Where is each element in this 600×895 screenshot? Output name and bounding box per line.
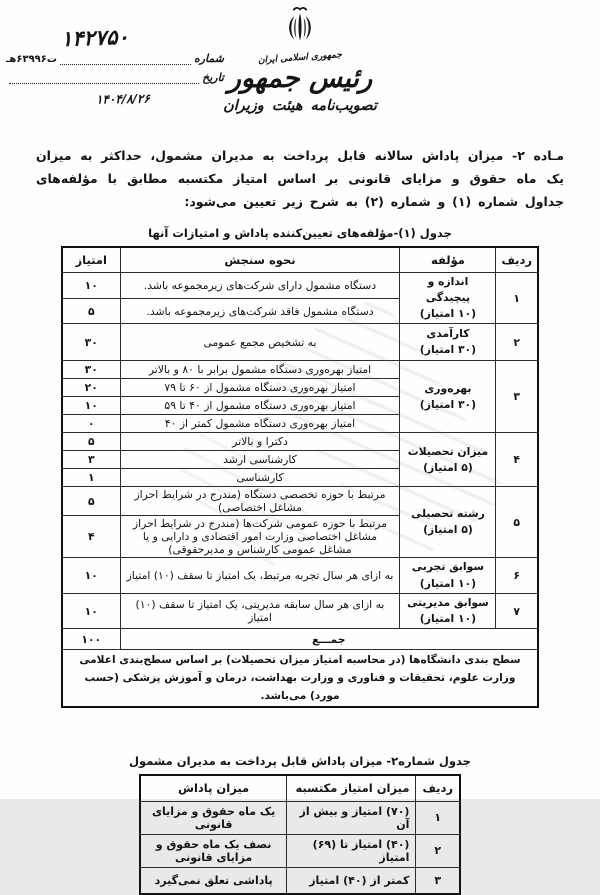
component-name: کارآمدی — [426, 327, 470, 341]
row3-score-3: ۱۰ — [62, 397, 120, 415]
row3-score-4: ۰ — [62, 415, 120, 433]
t2-row3-score: کمتر از (۴۰) امتیاز — [287, 867, 416, 894]
table-row — [62, 593, 538, 628]
table1-header-comp: مؤلفه — [400, 247, 496, 272]
table-row — [62, 324, 538, 361]
row7-method-1: به ازای هر سال سابقه مدیریتی، یک امتیاز تا سقف (۱۰) امتیاز — [120, 593, 400, 628]
row4-method-3: کارشناسی — [120, 469, 400, 487]
row4-method-2: کارشناسی ارشد — [120, 451, 400, 469]
row2-component — [400, 324, 496, 361]
t2-row3-reward: پاداشی تعلق نمی‌گیرد — [140, 867, 287, 894]
t2-row1-num: ۱ — [416, 801, 460, 834]
row7-component — [400, 593, 496, 628]
table1-header-row — [62, 247, 538, 272]
number-reference: ت۶۳۹۹۶هـ — [6, 54, 57, 65]
table1-title: جدول (۱)-مؤلفه‌های تعیین‌کننده پاداش و امتیازات آنها — [148, 226, 452, 241]
row1-score-2: ۵ — [62, 298, 120, 324]
table-row — [62, 487, 538, 516]
table2-header-reward: میزان پاداش — [140, 775, 287, 801]
component-name: اندازه و پیچیدگی — [425, 274, 470, 305]
row4-score-3: ۱ — [62, 469, 120, 487]
table2-rewards — [139, 774, 461, 895]
t2-row2-num: ۲ — [416, 834, 460, 867]
table-row — [62, 272, 538, 298]
component-cap: (۱۰ امتیاز) — [419, 307, 477, 321]
row2-num: ۲ — [496, 324, 538, 361]
row4-num: ۴ — [496, 433, 538, 487]
row6-score-1: ۱۰ — [62, 558, 120, 593]
row1-num: ۱ — [496, 272, 538, 324]
row7-score-1: ۱۰ — [62, 593, 120, 628]
row7-num: ۷ — [496, 593, 538, 628]
handwritten-date: ۱۴۰۴/۸/۲۶ — [95, 91, 151, 107]
table1-note-row — [62, 650, 538, 708]
date-label: تاریخ — [202, 71, 224, 84]
table2-header-num: ردیف — [416, 775, 460, 801]
country-name: جمهوری اسلامی ایران — [257, 50, 343, 66]
row1-method-1: دستگاه مشمول دارای شرکت‌های زیرمجموعه باشد. — [120, 272, 400, 298]
row2-method-1: به تشخیص مجمع عمومی — [120, 324, 400, 361]
component-cap: (۱۰ امتیاز) — [419, 576, 477, 590]
row3-method-2: امتیاز بهره‌وری دستگاه مشمول از ۶۰ تا ۷۹ — [120, 379, 400, 397]
letterhead — [0, 0, 600, 128]
table1-note: سطح بندی دانشگاه‌ها (در محاسبه امتیاز میزان تحصیلات) بر اساس سطح‌بندی اعلامی وزارت علوم، تحقیقات و فناوری و وزارت بهداشت، درمان و آموزش پزشکی (حسب مورد) می‌باشد. — [62, 650, 538, 708]
row5-method-1: مرتبط با حوزه تخصصی دستگاه (مندرج در شرایط احراز مشاغل اختصاصی) — [120, 487, 400, 516]
reference-block — [6, 24, 224, 107]
table2-header-score: میزان امتیاز مکتسبه — [287, 775, 416, 801]
total-label: جمـــع — [120, 629, 538, 650]
table1-total-row — [62, 629, 538, 650]
table1-header-method: نحوه سنجش — [120, 247, 400, 272]
row6-component — [400, 558, 496, 593]
table-row — [140, 834, 460, 867]
t2-row2-reward: نصف یک ماه حقوق و مزایای قانونی — [140, 834, 287, 867]
table-row — [140, 801, 460, 834]
row4-score-2: ۳ — [62, 451, 120, 469]
date-line — [6, 71, 224, 84]
row3-score-2: ۲۰ — [62, 379, 120, 397]
row1-component — [400, 272, 496, 324]
article-2-text: مـاده ۲- میزان پاداش سالانه قابل پرداخت به مدیران مشمول، حداکثر به میزان یک ماه حقوق و مزایای قانونی بر اساس امتیاز مکتسبه مطابق با مؤلفه‌های جداول شماره (۱) و شماره (۲) به شرح زیر تعیین می‌شود: — [36, 148, 564, 210]
t2-row2-score: (۴۰) امتیاز تا (۶۹) امتیاز — [287, 834, 416, 867]
table-row — [62, 558, 538, 593]
t2-row1-score: (۷۰) امتیاز و بیش از آن — [287, 801, 416, 834]
office-title: رئیس جمهور — [227, 63, 373, 94]
row5-num: ۵ — [496, 487, 538, 558]
total-score: ۱۰۰ — [62, 629, 120, 650]
component-cap: (۱۰ امتیاز) — [419, 612, 477, 625]
row3-method-1: امتیاز بهره‌وری دستگاه مشمول برابر با ۸۰ و بالاتر — [120, 361, 400, 379]
component-name: رشته تحصیلی — [411, 507, 485, 521]
component-name: سوابق تجربی — [411, 560, 485, 574]
row1-method-2: دستگاه مشمول فاقد شرکت‌های زیرمجموعه باشد. — [120, 298, 400, 324]
table-row — [140, 867, 460, 894]
row6-method-1: به ازای هر سال تجربه مرتبط، یک امتیاز تا سقف (۱۰) امتیاز — [120, 558, 400, 593]
table-row — [62, 433, 538, 451]
table2-title: جدول شماره۲- میزان پاداش قابل پرداخت به مدیران مشمول — [129, 754, 471, 769]
handwritten-number: ۱۴۲۷۵۰ — [60, 24, 130, 52]
component-cap: (۵ امتیاز) — [423, 523, 473, 537]
component-name: میزان تحصیلات — [407, 444, 489, 458]
table-row — [62, 361, 538, 379]
row4-score-1: ۵ — [62, 433, 120, 451]
document-type: تصویب‌نامه هیئت وزیران — [223, 98, 377, 114]
row1-score-1: ۱۰ — [62, 272, 120, 298]
row3-num: ۳ — [496, 361, 538, 433]
iran-emblem-icon — [283, 6, 317, 51]
row6-num: ۶ — [496, 558, 538, 593]
row4-method-1: دکترا و بالاتر — [120, 433, 400, 451]
date-dotted-line — [9, 74, 199, 84]
number-label: شماره — [193, 52, 224, 65]
row3-method-4: امتیاز بهره‌وری دستگاه مشمول کمتر از ۴۰ — [120, 415, 400, 433]
number-dotted-line — [60, 55, 191, 65]
component-cap: (۳۰ امتیاز) — [419, 397, 477, 411]
component-cap: (۳۰ امتیاز) — [419, 343, 477, 357]
row5-component — [400, 487, 496, 558]
component-name: سوابق مدیریتی — [407, 595, 489, 609]
table2-header-row — [140, 775, 460, 801]
row2-score-1: ۳۰ — [62, 324, 120, 361]
component-name: بهره‌وری — [424, 381, 472, 395]
row5-score-2: ۴ — [62, 516, 120, 558]
table1-header-score: امتیاز — [62, 247, 120, 272]
row5-method-2: مرتبط با حوزه عمومی شرکت‌ها (مندرج در شرایط احراز مشاغل اختصاصی وزارت امور اقتصادی و دارایی و یا مشاغل عمومی کارشناس و مدیرحقوقی) — [120, 516, 400, 558]
table1-header-num: ردیف — [496, 247, 538, 272]
component-cap: (۵ امتیاز) — [423, 460, 473, 474]
t2-row3-num: ۳ — [416, 867, 460, 894]
row4-component — [400, 433, 496, 487]
number-line — [6, 52, 224, 65]
row5-score-1: ۵ — [62, 487, 120, 516]
row3-method-3: امتیاز بهره‌وری دستگاه مشمول از ۴۰ تا ۵۹ — [120, 397, 400, 415]
table1-components — [61, 246, 539, 708]
row3-score-1: ۳۰ — [62, 361, 120, 379]
row3-component — [400, 361, 496, 433]
t2-row1-reward: یک ماه حقوق و مزایای قانونی — [140, 801, 287, 834]
